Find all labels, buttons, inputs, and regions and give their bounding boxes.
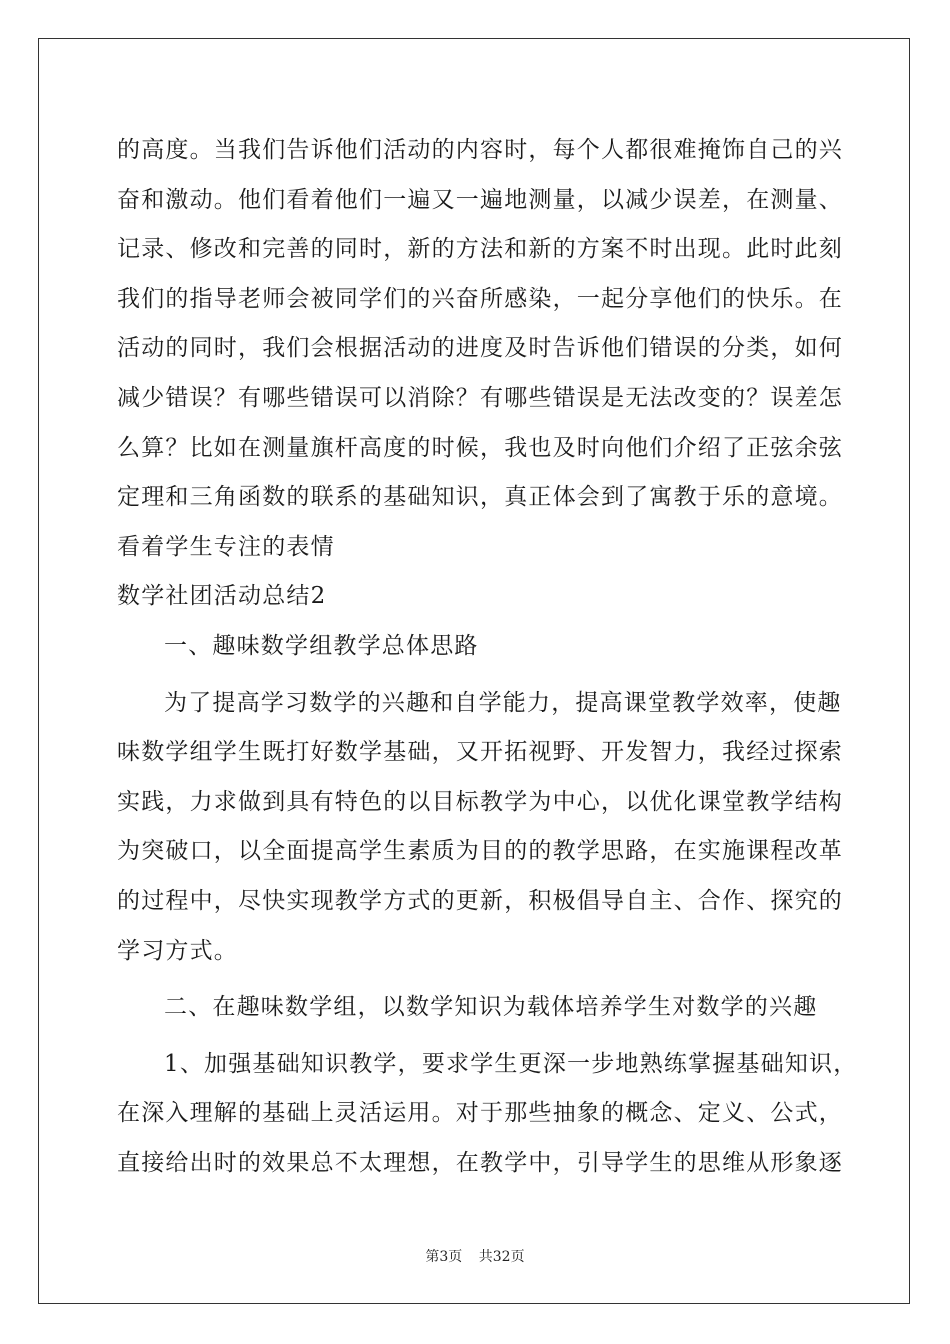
text-line: 实践，力求做到具有特色的以目标教学为中心，以优化课堂教学结构: [117, 788, 843, 815]
text-line: 的过程中，尽快实现教学方式的更新，积极倡导自主、合作、探究的: [117, 887, 843, 914]
text-line: 奋和激动。他们看着他们一遍又一遍地测量，以减少误差，在测量、: [117, 186, 843, 213]
text-line: 学习方式。: [117, 937, 238, 964]
text-line: 么算？比如在测量旗杆高度的时候，我也及时向他们介绍了正弦余弦: [117, 434, 843, 461]
text-line: 直接给出时的效果总不太理想，在教学中，引导学生的思维从形象逐: [117, 1149, 843, 1176]
text-line: 看着学生专注的表情: [117, 533, 335, 560]
text-line: 减少错误？有哪些错误可以消除？有哪些错误是无法改变的？误差怎: [117, 384, 843, 411]
section-title: 数学社团活动总结2: [117, 583, 327, 610]
text-line: 记录、修改和完善的同时，新的方法和新的方案不时出现。此时此刻: [117, 236, 843, 263]
text-line: 味数学组学生既打好数学基础，又开拓视野、开发智力，我经过探索: [117, 739, 843, 766]
section-heading: 二、在趣味数学组，以数学知识为载体培养学生对数学的兴趣: [164, 994, 818, 1021]
text-line: 的高度。当我们告诉他们活动的内容时，每个人都很难掩饰自己的兴: [117, 137, 843, 163]
text-line: 为突破口，以全面提高学生素质为目的的教学思路，在实施课程改革: [117, 838, 843, 865]
text-line: 为了提高学习数学的兴趣和自学能力，提高课堂教学效率，使趣: [164, 689, 842, 716]
text-line: 活动的同时，我们会根据活动的进度及时告诉他们错误的分类，如何: [117, 335, 843, 362]
section-heading: 一、趣味数学组教学总体思路: [164, 632, 479, 659]
page-number: 第3页: [425, 1249, 463, 1265]
document-body: [117, 126, 858, 1188]
text-line: 我们的指导老师会被同学们的兴奋所感染，一起分享他们的快乐。在: [117, 285, 843, 312]
text-line: 1、加强基础知识教学，要求学生更深一步地熟练掌握基础知识，: [164, 1050, 858, 1077]
page-total: 共32页: [478, 1249, 525, 1265]
text-line: 定理和三角函数的联系的基础知识，真正体会到了寓教于乐的意境。: [117, 484, 843, 511]
page-footer: [0, 1246, 950, 1266]
text-line: 在深入理解的基础上灵活运用。对于那些抽象的概念、定义、公式，: [117, 1100, 843, 1127]
